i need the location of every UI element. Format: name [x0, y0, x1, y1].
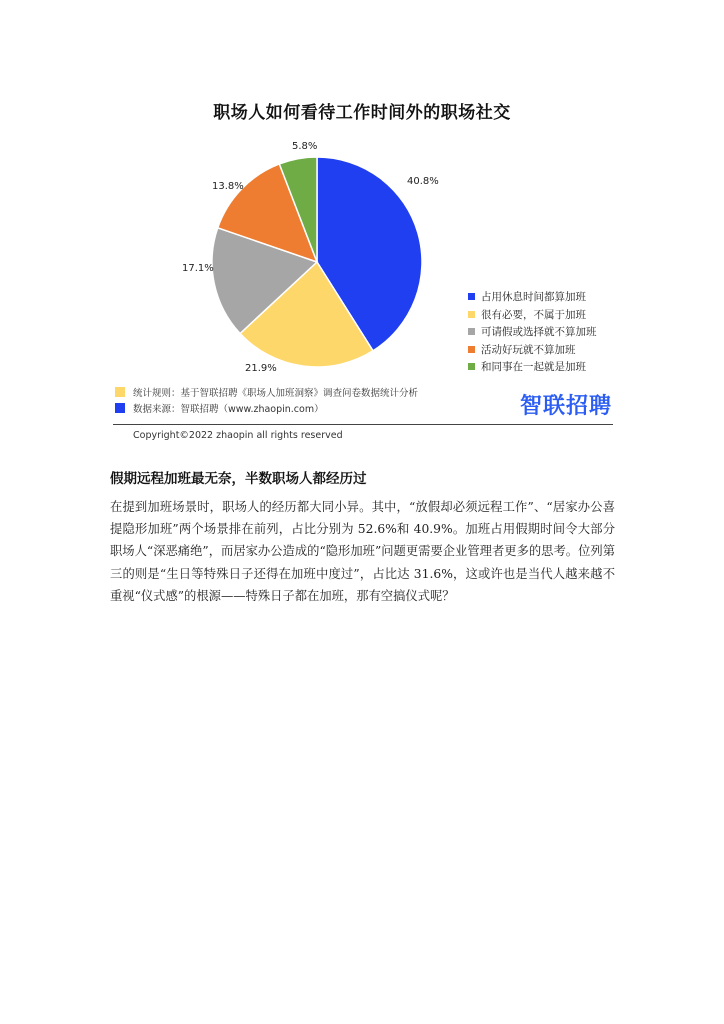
legend-swatch: [468, 346, 475, 353]
legend-label: 活动好玩就不算加班: [481, 343, 576, 356]
article-paragraph: 在提到加班场景时，职场人的经历都大同小异。其中，“放假却必须远程工作”、“居家办公喜提隐形加班”两个场景排在前列，占比分别为 52.6%和 40.9%。加班占用假期时间令大部分职场人“深恶痛绝”，而居家办公造成的“隐形加班”问题更需要企业管理者更多的思考。位列第三的则是“生日等特殊日子还得在加班中度过”，占比达 31.6%，这或许也是当代人越来越不重视“仪式感”的根源——特殊日子都在加班，那有空搞仪式呢？: [110, 500, 615, 603]
legend-item: [468, 306, 597, 324]
legend-label: 和同事在一起就是加班: [481, 361, 586, 374]
legend-label: 可请假或选择就不算加班: [481, 326, 597, 339]
slice-data-label: 13.8%: [212, 181, 244, 192]
legend-swatch: [468, 311, 475, 318]
slice-data-label: 17.1%: [182, 263, 214, 274]
slice-data-label: 40.8%: [407, 176, 439, 187]
legend-label: 很有必要，不属于加班: [481, 308, 586, 321]
source-origin-text: 数据来源：智联招聘（www.zhaopin.com）: [133, 404, 324, 415]
legend-item: [468, 341, 597, 359]
legend-item: [468, 323, 597, 341]
section-heading: 假期远程加班最无奈，半数职场人都经历过: [110, 471, 367, 487]
source-origin-swatch: [115, 403, 125, 413]
legend-swatch: [468, 363, 475, 370]
source-method-swatch: [115, 387, 125, 397]
divider-line: [113, 424, 613, 425]
source-notes: [115, 384, 418, 416]
source-origin-row: [115, 400, 418, 416]
chart-legend: [468, 288, 597, 376]
zhaopin-logo: 智联招聘: [520, 394, 613, 419]
slice-data-label: 5.8%: [292, 141, 318, 152]
legend-label: 占用休息时间都算加班: [481, 291, 586, 304]
source-method-text: 统计规则：基于智联招聘《职场人加班洞察》调查问卷数据统计分析: [133, 388, 419, 399]
legend-item: [468, 288, 597, 306]
pie-chart: [0, 0, 724, 400]
legend-item: [468, 358, 597, 376]
slice-data-label: 21.9%: [245, 363, 277, 374]
copyright-text: Copyright©2022 zhaopin all rights reserved: [133, 430, 343, 441]
legend-swatch: [468, 293, 475, 300]
source-method-row: [115, 384, 418, 400]
chart-title: 职场人如何看待工作时间外的职场社交: [213, 103, 511, 123]
legend-swatch: [468, 328, 475, 335]
